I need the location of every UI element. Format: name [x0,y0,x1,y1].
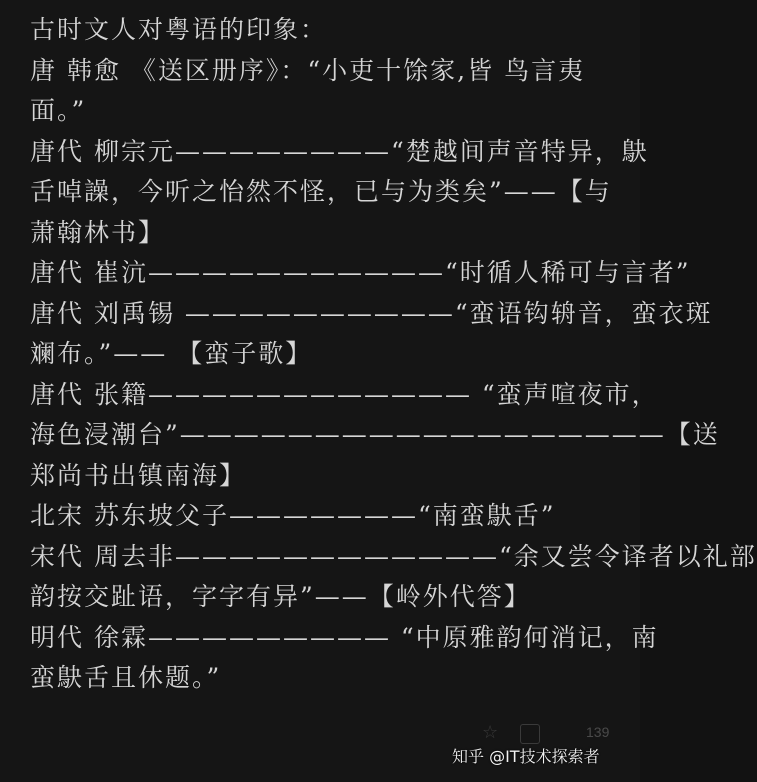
text-line: 唐 韩愈 《送区册序》：“小吏十馀家,皆 鸟言夷 [30,55,586,85]
text-line: 唐代 柳宗元————————“楚越间声音特异，鴃 [30,136,649,166]
favorite-icon[interactable] [520,724,540,744]
text-line: 唐代 刘禹锡 ——————————“蛮语钩辀音，蛮衣斑 [30,298,713,328]
text-line: 蛮鴃舌且休题。” [30,663,222,692]
text-line: 面。” [30,96,87,125]
text-line: 郑尚书出镇南海】 [30,460,247,490]
text-line: 明代 徐霖————————— “中原雅韵何消记，南 [30,622,659,652]
text-line: 北宋 苏东坡父子———————“南蛮鴃舌” [30,501,556,530]
text-line: 斓布。”—— 【蛮子歌】 [30,339,313,368]
text-line: 唐代 张籍———————————— “蛮声喧夜市， [30,379,659,409]
watermark: 知乎 @IT技术探索者 [452,747,600,766]
star-icon[interactable]: ☆ [482,722,499,743]
quote-text-block [30,10,757,699]
text-line: 唐代 崔沆———————————“时循人稀可与言者” [30,258,691,287]
footer-bar [0,714,640,782]
text-line: 舌啅譟，今听之怡然不怪，已与为类矣”——【与 [30,177,612,206]
text-line: 宋代 周去非————————————“余又尝令译者以礼部 [30,541,757,571]
text-line: 韵按交趾语，字字有异”——【岭外代答】 [30,582,531,611]
text-line: 古时文人对粤语的印象： [30,15,328,44]
text-line: 海色浸潮台”——————————————————【送 [30,420,720,449]
like-count: 139 [586,724,610,740]
text-line: 萧翰林书】 [30,217,166,247]
